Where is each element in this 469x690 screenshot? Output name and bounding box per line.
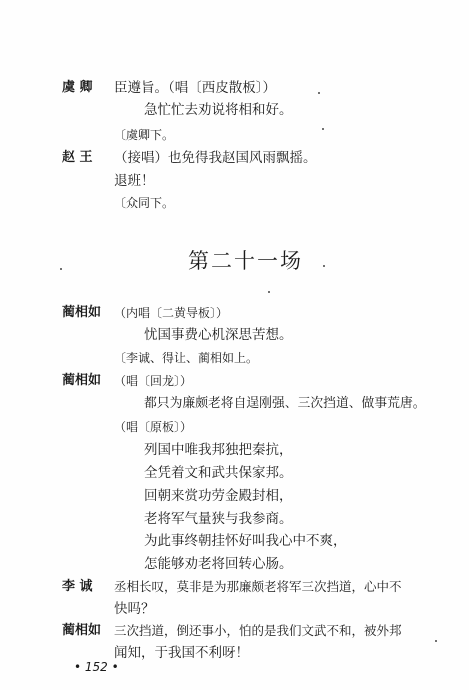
speaker-lin-xiangru: 蔺相如: [62, 623, 102, 638]
sung-verse: 列国中唯我邦独把秦抗，: [144, 442, 293, 458]
dialogue-line: （接唱）也免得我赵国风雨飘摇。: [114, 150, 317, 166]
scan-speck: [318, 92, 320, 94]
sung-verse: 为此事终朝挂怀好叫我心中不爽，: [144, 533, 347, 549]
scan-speck: [323, 265, 325, 267]
dialogue-line: 臣遵旨。（唱〔西皮散板〕）: [114, 80, 276, 96]
sung-verse: 都只为廉颇老将自逞刚强、三次挡道、做事荒唐。: [144, 396, 426, 411]
speaker-yu-qing: 虞 卿: [62, 80, 93, 95]
sung-verse: 老将军气量狭与我参商。: [144, 511, 293, 527]
sung-verse: 全凭着文和武共保家邦。: [144, 465, 293, 481]
dialogue-line: 丞相长叹，莫非是为那廉颇老将军三次挡道，心中不: [114, 579, 402, 594]
dialogue-line: 闻知，于我国不利呀！: [114, 645, 249, 661]
speaker-lin-xiangru: 蔺相如: [62, 305, 102, 320]
speaker-lin-xiangru: 蔺相如: [62, 373, 102, 388]
scan-speck: [322, 128, 324, 130]
dialogue-line: 退班！: [114, 173, 155, 189]
scene-title: 第二十一场: [188, 249, 303, 273]
speaker-zhao-wang: 赵 王: [62, 150, 93, 165]
stage-direction: 〔李诚、得让、蔺相如上。: [114, 351, 259, 365]
sung-verse: 怎能够劝老将回转心肠。: [144, 556, 293, 572]
scan-speck: [268, 291, 270, 293]
sung-verse: 回朝来赏功劳金殿封相，: [144, 488, 293, 504]
sung-verse: 急忙忙去劝说将相和好。: [144, 102, 293, 118]
stage-direction: （内唱〔二黄导板〕）: [114, 306, 229, 320]
stage-direction: 〔虞卿下。: [114, 128, 175, 142]
dialogue-line: 三次挡道，倒还事小，怕的是我们文武不和，被外邦: [114, 623, 402, 638]
page-number: • 152 •: [74, 660, 119, 674]
scan-speck: [435, 640, 437, 642]
stage-direction: （唱〔原板〕）: [114, 420, 193, 434]
sung-verse: 忧国事费心机深思苦想。: [144, 327, 293, 343]
speaker-li-cheng: 李 诚: [62, 579, 93, 594]
stage-direction: （唱〔回龙〕）: [114, 374, 193, 388]
dialogue-line: 快吗？: [114, 601, 155, 617]
scan-speck: [60, 268, 62, 270]
stage-direction: 〔众同下。: [114, 196, 175, 210]
